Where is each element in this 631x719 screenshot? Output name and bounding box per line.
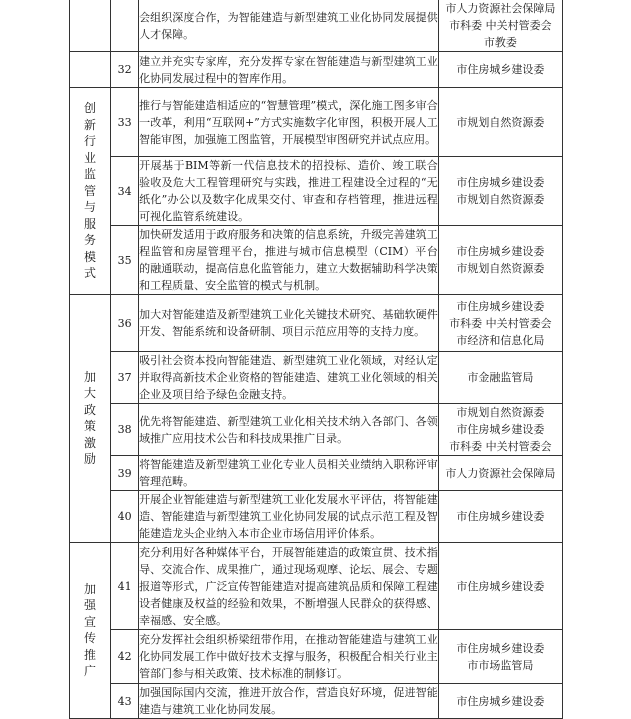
row-number: 34 [111,157,139,226]
category-label: 加强宣传推广 [84,581,97,679]
row-number: 43 [111,684,139,719]
table-row [70,352,563,404]
dept-cell: 市住房城乡建设委 [438,52,562,88]
table-row [70,52,563,88]
row-number: 38 [111,404,139,456]
measure-text: 充分发挥社会组织桥梁纽带作用，在推动智能建造与建筑工业化协同发展工作中做好技术支撑与服务，积极配合相关行业主管部门参与相关政策、技术标准的制修订。 [139,630,439,684]
dept-cell: 市住房城乡建设委 市规划自然资源委 [438,157,562,226]
row-number: 32 [111,52,139,88]
measure-text: 建立并充实专家库，充分发挥专家在智能建造与新型建筑工业化协同发展过程中的智库作用。 [139,52,439,88]
measure-text: 加快研发适用于政府服务和决策的信息系统，升级完善建筑工程监管和房屋管理平台，推进与城市信息模型（CIM）平台的融通联动，提高信息化监管能力，建立大数据辅助科学决策和工程质量、安全监管的模式与机制。 [139,226,439,295]
row-number: 36 [111,295,139,352]
category-cell [70,543,111,719]
table-row [70,295,563,352]
row-number [111,0,139,52]
table-row [70,88,563,157]
dept-cell: 市规划自然资源委 [438,88,562,157]
measure-text: 开展企业智能建造与新型建筑工业化发展水平评估，将智能建造、智能建造与新型建筑工业化协同发展的试点示范工程及智能建造龙头企业纳入本市企业市场信用评价体系。 [139,491,439,543]
category-cell [70,52,111,88]
measure-text: 会组织深度合作，为智能建造与新型建筑工业化协同发展提供人才保障。 [139,0,439,52]
dept-cell: 市人力资源社会保障局 [438,456,562,491]
row-number: 33 [111,88,139,157]
measure-text: 加大对智能建造及新型建筑工业化关键技术研究、基础软硬件开发、智能系统和设备研制、项目示范应用等的支持力度。 [139,295,439,352]
measure-text: 推行与智能建造相适应的“智慧管理”模式，深化施工图多审合一改革，利用“互联网+”方式实施数字化审图，积极开展人工智能审图，加强施工图监管，开展模型审图研究并试点应用。 [139,88,439,157]
table-row [70,630,563,684]
dept-cell: 市住房城乡建设委 [438,491,562,543]
table-row [70,226,563,295]
dept-cell: 市住房城乡建设委 [438,684,562,719]
category-label: 创新行业监管与服务模式 [84,101,97,280]
table-row [70,543,563,630]
dept-cell: 市人力资源社会保障局 市科委 中关村管委会 市教委 [438,0,562,52]
dept-cell: 市住房城乡建设委 市科委 中关村管委会 市经济和信息化局 [438,295,562,352]
table-row [70,0,563,52]
table-row [70,491,563,543]
measure-text: 优先将智能建造、新型建筑工业化相关技术纳入各部门、各领域推广应用技术公告和科技成果推广目录。 [139,404,439,456]
category-cell [70,0,111,52]
dept-cell: 市住房城乡建设委 市市场监管局 [438,630,562,684]
measure-text: 充分利用好各种媒体平台，开展智能建造的政策宣贯、技术指导、交流合作、成果推广，通过现场观摩、论坛、展会、专题报道等形式，广泛宣传智能建造对提高建筑品质和保障工程建设者健康及权益的经验和效果，不断增强人民群众的获得感、幸福感、安全感。 [139,543,439,630]
policy-table [69,0,563,719]
category-cell [70,88,111,295]
table-row [70,157,563,226]
table-row [70,404,563,456]
measure-text: 将智能建造及新型建筑工业化专业人员相关业绩纳入职称评审管理范畴。 [139,456,439,491]
row-number: 35 [111,226,139,295]
measure-text: 开展基于BIM等新一代信息技术的招投标、造价、竣工联合验收及危大工程管理研究与实践，推进工程建设全过程的“无纸化”办公以及数字化成果交付、审查和存档管理，推进远程可视化监管系统建设。 [139,157,439,226]
category-label: 加大政策激励 [84,369,97,467]
table-row [70,456,563,491]
row-number: 41 [111,543,139,630]
row-number: 40 [111,491,139,543]
measure-text: 加强国际国内交流，推进开放合作，营造良好环境，促进智能建造与建筑工业化协同发展。 [139,684,439,719]
dept-cell: 市住房城乡建设委 [438,543,562,630]
row-number: 39 [111,456,139,491]
dept-cell: 市规划自然资源委 市住房城乡建设委 市科委 中关村管委会 [438,404,562,456]
dept-cell: 市住房城乡建设委 市规划自然资源委 [438,226,562,295]
table-row [70,684,563,719]
category-cell [70,295,111,543]
measure-text: 吸引社会资本投向智能建造、新型建筑工业化领域，对经认定并取得高新技术企业资格的智能建造、建筑工业化领域的相关企业及项目给予绿色金融支持。 [139,352,439,404]
row-number: 42 [111,630,139,684]
row-number: 37 [111,352,139,404]
dept-cell: 市金融监管局 [438,352,562,404]
